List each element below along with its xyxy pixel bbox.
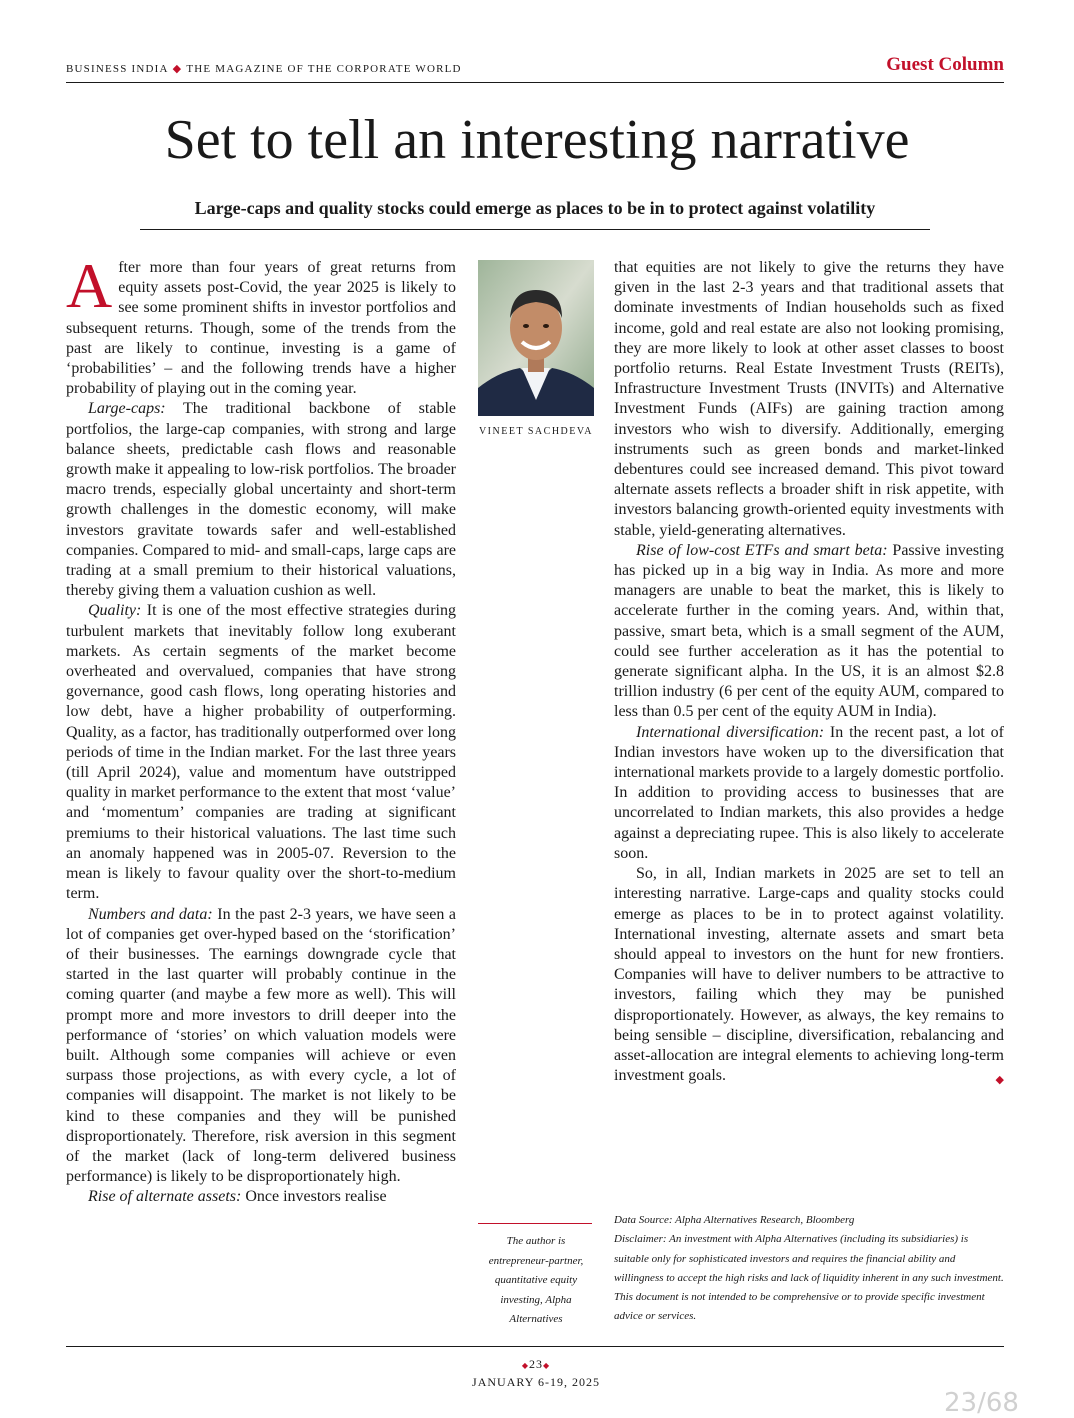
- column-left: [66, 250, 456, 1208]
- author-name: VINEET SACHDEVA: [478, 426, 594, 437]
- paragraph-continued: that equities are not likely to give the returns they have given in the last 2-3 years and that traditional assets that dominate investments of Indian households such as fixed income, gold and real estate are also not looking promising, they are more likely to look at other asset classes to boost portfolio returns. Real Estate Investment Trusts (REITs), Infrastructure Investment Trusts (INVITs) and Alternative Investment Funds (AIFs) are gaining traction among investors who wish to diversify. Additionally, emerging instruments such as green bonds and market-linked debentures could see increased demand. This pivot toward alternate assets reflects a broader shift in risk appetite, with investors balancing growth-oriented equity investments with stable, yield-generating alternatives.: [614, 259, 1004, 539]
- publication-tagline: THE MAGAZINE OF THE CORPORATE WORLD: [186, 63, 462, 75]
- column-right: [614, 258, 1004, 1090]
- paragraph-quality-text: It is one of the most effective strategies during turbulent markets that inevitably follow long exuberant markets. As certain segments of the market become overheated and overvalued, companies that have strong governance, good cash flows, long operating histories and low debt, have a higher probability of outperforming. Quality, as a factor, has traditionally outperformed over long periods of time in the Indian market. For the last three years (till April 2024), value and momentum have outstripped quality in market performance to the extent that most ‘value’ and ‘momentum’ companies are trading at significant premiums to their historical valuations. The last time such an anomaly happened was in 2005-07. Reversion to the mean is likely to favour quality over the short-to-medium term.: [66, 602, 456, 903]
- masthead: [66, 54, 1004, 80]
- paragraph-numbers: [66, 905, 456, 1188]
- headline: Set to tell an interesting narrative: [164, 109, 910, 171]
- runin-large-caps: Large-caps:: [88, 400, 166, 418]
- paragraph-international-text: In the recent past, a lot of Indian investors have woken up to the diversification that international markets provide to a largely domestic portfolio. In addition to providing access to businesses that are uncorrelated to Indian markets, this also provides a hedge against a depreciating rupee. This is also likely to accelerate soon.: [614, 723, 1004, 862]
- folio: [466, 1356, 606, 1390]
- end-mark-diamond-icon: ◆: [995, 1074, 1004, 1087]
- disclaimer: Disclaimer: An investment with Alpha Alternatives (including its subsidiaries) is suitable only for sophisticated investors and requires the financial ability and willingness to accept the high risks and lack of liquidity inherent in any such investment. This document is not intended to be comprehensive or to provide specific investment advice or services.: [614, 1233, 1004, 1323]
- paragraph-large-caps: [66, 399, 456, 601]
- runin-international: International diversification:: [636, 723, 825, 741]
- author-photo: [478, 260, 594, 416]
- paragraph-intro-text: fter more than four years of great returns from equity assets post-Covid, the year 2025 is likely to see some prominent shifts in investor portfolios and subsequent returns. Though, some of the trends from the past are likely to continue, investing is a game of ‘probabilities’ – and the following trends have a higher probability of playing out in the coming year.: [66, 259, 456, 398]
- bio-rule: [478, 1223, 592, 1224]
- paragraph-large-caps-text: The traditional backbone of stable portfolios, the large-cap companies, with strong and large balance sheets, predictable cash flows and reasonable growth make it appealing to low-risk portfolios. The broader macro trends, especially global uncertainty and short-term growth challenges in the domestic economy, will make investors gravitate towards safer and well-established companies. Compared to mid- and small-caps, large caps are trading at a small premium to their historical valuations, thereby giving them a valuation cushion as well.: [66, 400, 456, 600]
- paragraph-alternate-text: Once investors realise: [241, 1188, 387, 1206]
- paragraph-numbers-text: In the past 2-3 years, we have seen a lot of companies get over-hyped based on the ‘storification’ of their businesses. The earnings downgrade cycle that started in the last quarter will probably continue in the coming quarter (and maybe a few more as well). This will prompt more and more investors to drill deeper into the performance of ‘stories’ on which valuation models were built. Although some companies will achieve or even surpass those projections, as with every cycle, a lot of companies will disappoint. The market is not likely to be kind to these companies and they will be punished disproportionately. Therefore, risk aversion in this segment of the market (lack of long-term delivered business performance) is likely to be disproportionately high.: [66, 905, 456, 1186]
- paragraph-conclusion: [614, 864, 1004, 1086]
- paragraph-conclusion-text: So, in all, Indian markets in 2025 are set to tell an interesting narrative. Large-caps and quality stocks could emerge as places to be in to protect against volatility. International investing, alternate assets and smart beta should appeal to investors on the hunt for new frontiers. Companies will have to deliver numbers to be attractive to investors, failing which they may be punished disproportionately. However, as always, the key remains to being sensible – discipline, diversification, rebalancing and asset-allocation are integral elements to achieving long-term investment goals.: [614, 865, 1004, 1085]
- deck-rule: [140, 229, 930, 230]
- top-rule: [66, 82, 1004, 83]
- diamond-icon: ◆: [543, 1361, 551, 1370]
- diamond-icon: ◆: [172, 63, 183, 75]
- masthead-left: [66, 62, 462, 75]
- notes: [614, 1211, 1004, 1327]
- paragraph-alternate: [66, 1187, 456, 1207]
- runin-quality: Quality:: [88, 602, 142, 620]
- data-source: Data Source: Alpha Alternatives Research, Bloomberg: [614, 1214, 855, 1226]
- publication-name: BUSINESS INDIA: [66, 63, 169, 75]
- paragraph-quality: [66, 601, 456, 904]
- page-indicator: 23/68: [944, 1388, 1019, 1418]
- paragraph-etfs: [614, 541, 1004, 723]
- diamond-icon: ◆: [521, 1361, 529, 1370]
- runin-numbers: Numbers and data:: [88, 905, 213, 923]
- author-portrait-image: [478, 260, 594, 416]
- runin-etfs: Rise of low-cost ETFs and smart beta:: [636, 541, 888, 559]
- section-label: Guest Column: [886, 54, 1004, 75]
- paragraph-international: [614, 723, 1004, 864]
- drop-cap: A: [66, 250, 113, 321]
- paragraph-intro: [66, 250, 456, 399]
- bottom-rule: [66, 1346, 1004, 1347]
- page-number: 23: [529, 1357, 543, 1371]
- author-bio: The author is entrepreneur-partner, quantitative equity investing, Alpha Alternatives: [488, 1235, 584, 1325]
- runin-alternate: Rise of alternate assets:: [88, 1188, 242, 1206]
- issue-date: JANUARY 6-19, 2025: [472, 1375, 600, 1389]
- deck: Large-caps and quality stocks could emerge as places to be in to protect against volatility: [194, 198, 876, 218]
- paragraph-etfs-text: Passive investing has picked up in a big way in India. As more and more managers are unable to beat the market, this is likely to accelerate further in the coming years. And, within that, passive, smart beta, which is a small segment of the AUM, could see further acceleration as it has the potential to generate significant alpha. In the US, it is an almost $2.8 trillion industry (6 per cent of the equity AUM, compared to less than 0.5 per cent of the equity AUM in India).: [614, 541, 1004, 721]
